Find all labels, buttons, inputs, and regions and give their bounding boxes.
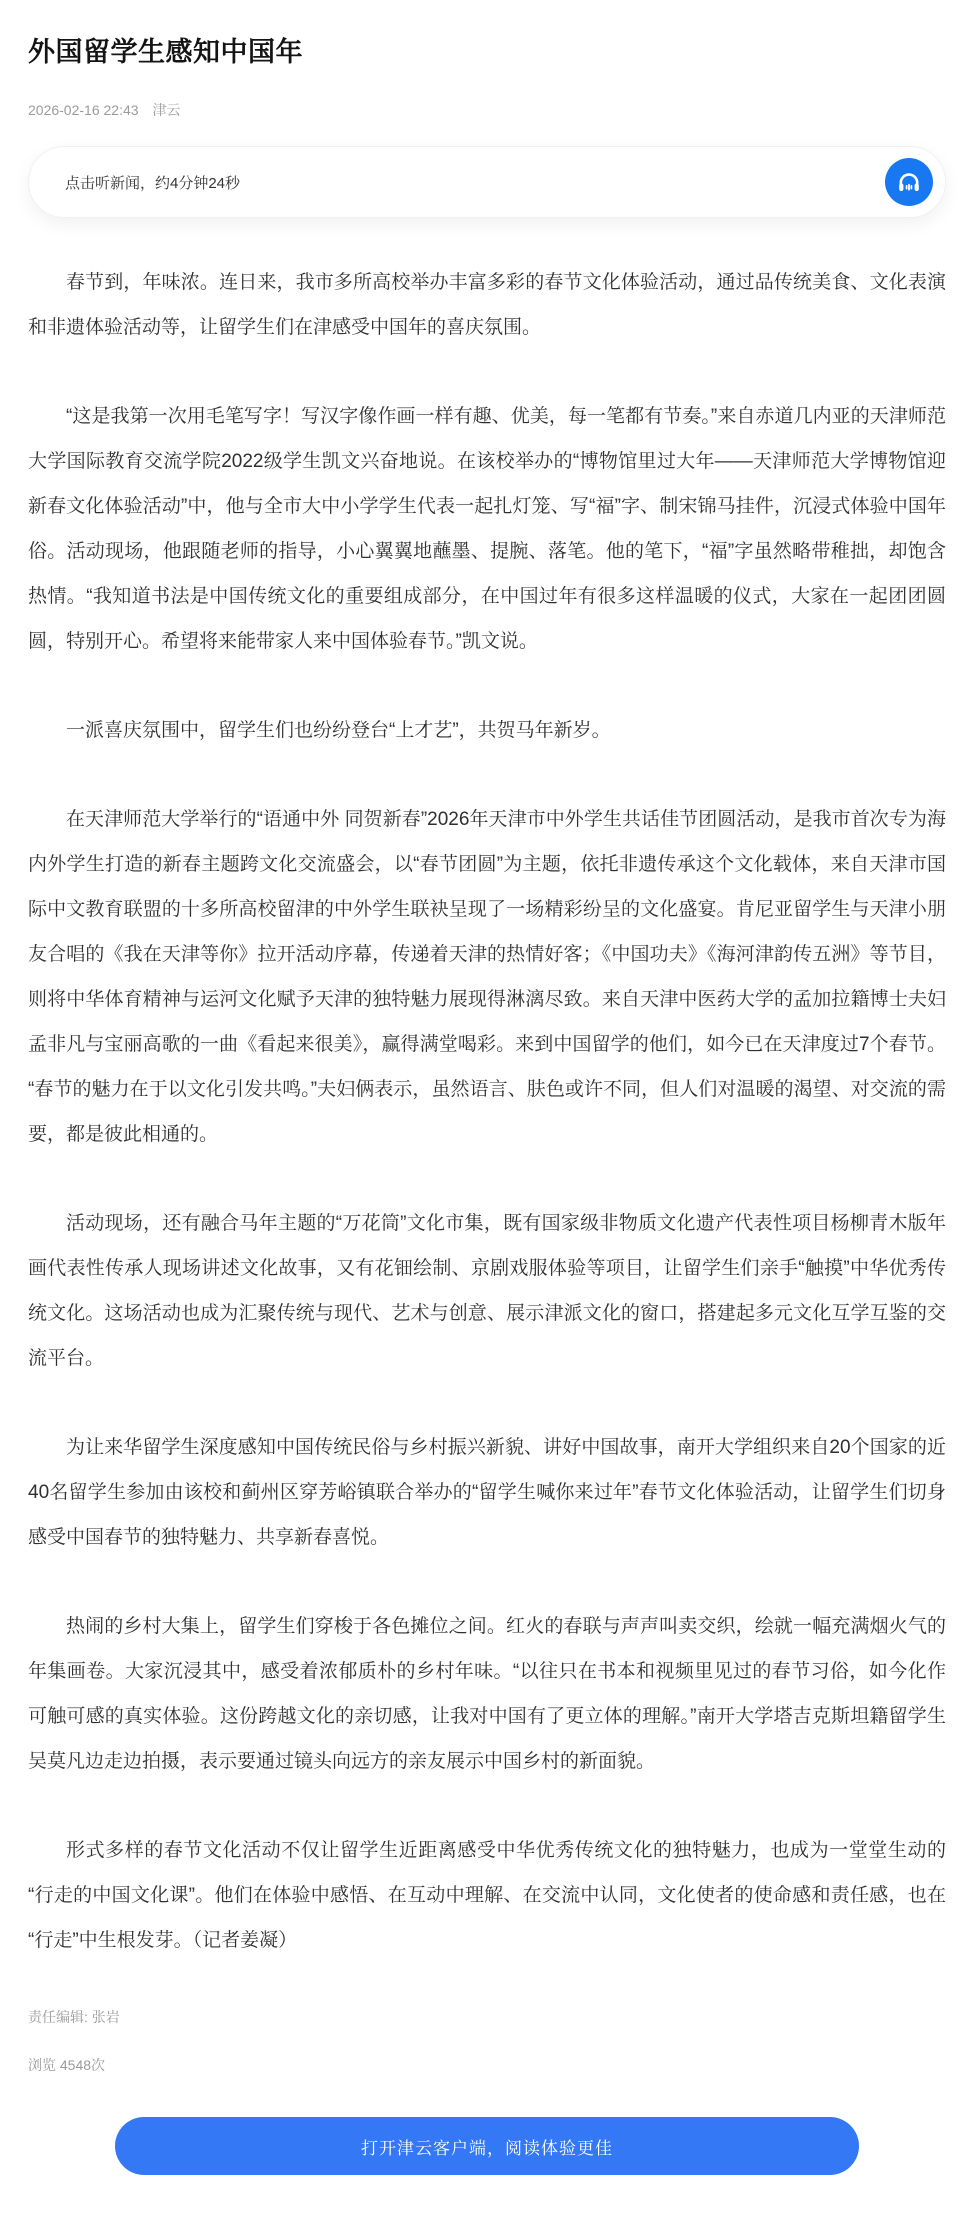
- headphone-icon[interactable]: [885, 158, 933, 206]
- editor-line: 责任编辑: 张岩: [28, 2009, 120, 2026]
- article-body: [28, 260, 946, 1963]
- article-paragraph: 为让来华留学生深度感知中国传统民俗与乡村振兴新貌、讲好中国故事，南开大学组织来自20个国家的近40名留学生参加由该校和蓟州区穿芳峪镇联合举办的“留学生喊你来过年”春节文化体验活动，让留学生们切身感受中国春节的独特魅力、共享新春喜悦。: [28, 1437, 946, 1549]
- page-title: 外国留学生感知中国年: [28, 37, 303, 67]
- article-paragraph: 热闹的乡村大集上，留学生们穿梭于各色摊位之间。红火的春联与声声叫卖交织，绘就一幅充满烟火气的年集画卷。大家沉浸其中，感受着浓郁质朴的乡村年味。“以往只在书本和视频里见过的春节习俗，如今化作可触可感的真实体验。这份跨越文化的亲切感，让我对中国有了更立体的理解。”南开大学塔吉克斯坦籍留学生吴莫凡边走边拍摄，表示要通过镜头向远方的亲友展示中国乡村的新面貌。: [28, 1616, 946, 1773]
- publish-time: 2026-02-16 22:43: [28, 102, 139, 119]
- article-paragraph: 活动现场，还有融合马年主题的“万花筒”文化市集，既有国家级非物质文化遗产代表性项目杨柳青木版年画代表性传承人现场讲述文化故事，又有花钿绘制、京剧戏服体验等项目，让留学生们亲手“触摸”中华优秀传统文化。这场活动也成为汇聚传统与现代、艺术与创意、展示津派文化的窗口，搭建起多元文化互学互鉴的交流平台。: [28, 1213, 946, 1370]
- article-paragraph: 在天津师范大学举行的“语通中外 同贺新春”2026年天津市中外学生共话佳节团圆活动，是我市首次专为海内外学生打造的新春主题跨文化交流盛会，以“春节团圆”为主题，依托非遗传承这个文化载体，来自天津市国际中文教育联盟的十多所高校留津的中外学生联袂呈现了一场精彩纷呈的文化盛宴。肯尼亚留学生与天津小朋友合唱的《我在天津等你》拉开活动序幕，传递着天津的热情好客；《中国功夫》《海河津韵传五洲》等节目，则将中华体育精神与运河文化赋予天津的独特魅力展现得淋漓尽致。来自天津中医药大学的孟加拉籍博士夫妇孟非凡与宝丽高歌的一曲《看起来很美》，赢得满堂喝彩。来到中国留学的他们，如今已在天津度过7个春节。“春节的魅力在于以文化引发共鸣。”夫妇俩表示，虽然语言、肤色或许不同，但人们对温暖的渴望、对交流的需要，都是彼此相通的。: [28, 809, 946, 1146]
- article-paragraph: 一派喜庆氛围中，留学生们也纷纷登台“上才艺”，共贺马年新岁。: [66, 720, 611, 742]
- source-label: 津云: [152, 102, 181, 119]
- view-count: 浏览 4548次: [28, 2057, 106, 2074]
- article-paragraph: 春节到，年味浓。连日来，我市多所高校举办丰富多彩的春节文化体验活动，通过品传统美食、文化表演和非遗体验活动等，让留学生们在津感受中国年的喜庆氛围。: [28, 272, 946, 339]
- listen-news-label: 点击听新闻，约4分钟24秒: [65, 174, 241, 192]
- open-app-button[interactable]: 打开津云客户端，阅读体验更佳: [115, 2117, 859, 2175]
- listen-news-bar[interactable]: [28, 146, 946, 218]
- article-meta: [28, 100, 946, 120]
- article-paragraph: “这是我第一次用毛笔写字！写汉字像作画一样有趣、优美，每一笔都有节奏。”来自赤道几内亚的天津师范大学国际教育交流学院2022级学生凯文兴奋地说。在该校举办的“博物馆里过大年——天津师范大学博物馆迎新春文化体验活动”中，他与全市大中小学学生代表一起扎灯笼、写“福”字、制宋锦马挂件，沉浸式体验中国年俗。活动现场，他跟随老师的指导，小心翼翼地蘸墨、提腕、落笔。他的笔下，“福”字虽然略带稚拙，却饱含热情。“我知道书法是中国传统文化的重要组成部分，在中国过年有很多这样温暖的仪式，大家在一起团团圆圆，特别开心。希望将来能带家人来中国体验春节。”凯文说。: [28, 406, 946, 653]
- article-paragraph: 形式多样的春节文化活动不仅让留学生近距离感受中华优秀传统文化的独特魅力，也成为一堂堂生动的“行走的中国文化课”。他们在体验中感悟、在互动中理解、在交流中认同，文化使者的使命感和责任感，也在“行走”中生根发芽。（记者姜凝）: [28, 1840, 946, 1952]
